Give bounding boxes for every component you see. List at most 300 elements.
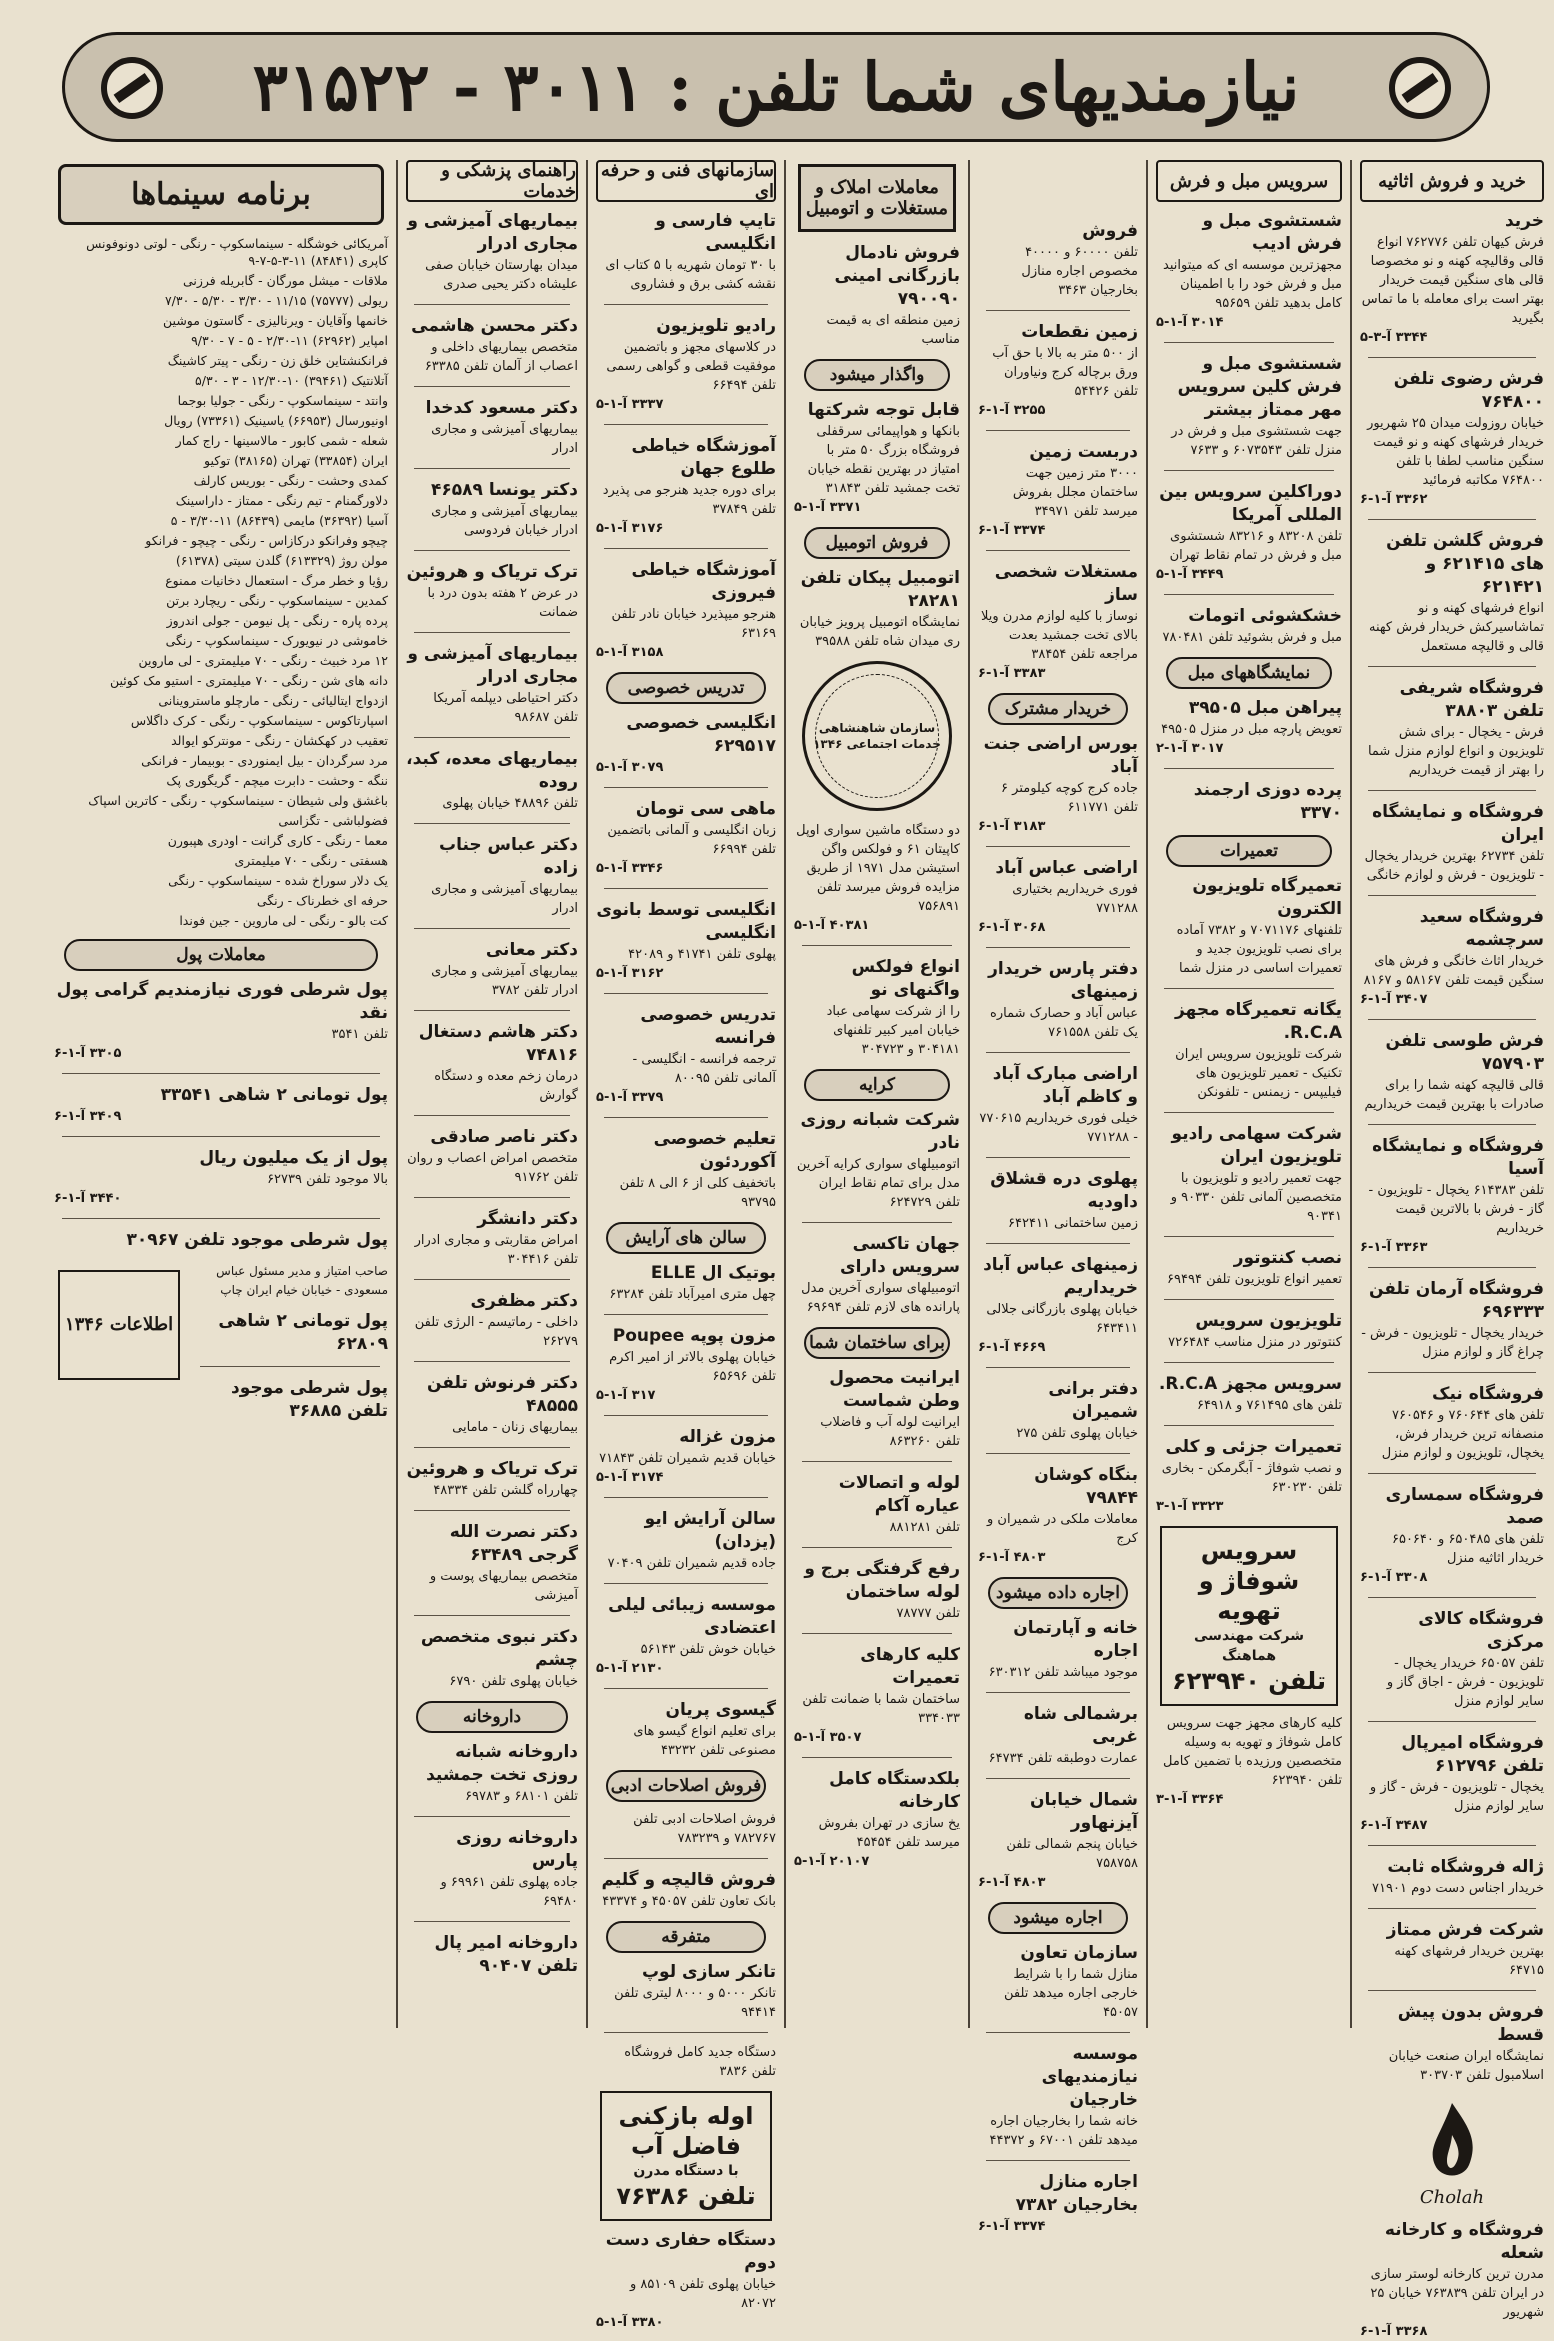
- column-furniture-trade: [1354, 160, 1550, 2339]
- ad-title: دکتر یونسا ۴۶۵۸۹: [431, 480, 578, 500]
- ad-code: ۳۴۸۷ آ-۱-۶: [1360, 1818, 1428, 1833]
- ad-title: ایرانیت محصول وطن شماست: [829, 1368, 960, 1411]
- ad-divider: [604, 1583, 768, 1584]
- ad-body: پهلوی تلفن ۴۱۷۴۱ و ۴۲۰۸۹: [628, 947, 776, 962]
- ad-title: بیماریهای معده، کبد، روده: [406, 749, 578, 792]
- ad-code: ۳۳۰۸ آ-۱-۶: [1360, 1570, 1428, 1585]
- ad-code: ۳۳۴۴ آ-۳-۵: [1360, 330, 1428, 345]
- ad-code: ۳۳۷۴ آ-۱-۶: [978, 2219, 1046, 2234]
- column-medical-guide: [400, 160, 584, 2028]
- ad-code: ۳۳۳۷ آ-۱-۵: [596, 397, 664, 412]
- classified-ad: [978, 2171, 1138, 2236]
- ad-title: فرش رضوی تلفن ۷۶۴۸۰۰: [1393, 369, 1544, 412]
- classified-ad: [596, 2229, 776, 2332]
- ad-title: خانه و آپارتمان اجاره: [1013, 1618, 1138, 1661]
- ad-title: پول شرطی موجود تلفن ۳۶۸۸۵: [231, 1378, 388, 1421]
- ad-body: امراض مقاربتی و مجاری ادرار تلفن ۳۰۴۴۱۶: [414, 1233, 578, 1267]
- ad-title: دکتر دانشگر: [477, 1209, 578, 1229]
- ad-divider: [414, 823, 570, 824]
- ad-title: ژاله فروشگاه ثابت: [1387, 1857, 1544, 1877]
- ad-title: تانکر سازی لوپ: [641, 1962, 776, 1982]
- ad-list: [978, 220, 1138, 683]
- ad-divider: [1368, 895, 1536, 896]
- ad-list: [794, 1109, 960, 1317]
- classified-ad: [1360, 2001, 1544, 2085]
- ad-divider: [1368, 1372, 1536, 1373]
- classified-ad: [596, 1325, 776, 1405]
- ad-code: ۳۱۷۴ آ-۱-۵: [596, 1470, 664, 1485]
- classified-ad: [596, 210, 776, 294]
- ad-divider: [604, 1415, 768, 1416]
- ad-title: ترک تریاک و هروئین: [406, 562, 578, 582]
- cinema-listing: اسپارتاکوس - سینماسکوپ - رنگی - کرک داگلاس: [130, 713, 388, 728]
- ad-body: باتخفیف کلی از ۶ الی ۸ تلفن ۹۳۷۹۵: [619, 1176, 776, 1210]
- ad-body: بالا موجود تلفن ۶۲۷۳۹: [267, 1172, 388, 1187]
- ad-body: دستگاه جدید کامل فروشگاه تلفن ۳۸۳۶: [624, 2045, 776, 2079]
- ad-body: خانه شما را بخارجیان اجاره میدهد تلفن ۶۷۰۰۱ و ۴۴۳۷۲: [989, 2114, 1138, 2148]
- section-header: فروش اتومبیل: [804, 527, 950, 559]
- ad-title: فروش گلشن تلفن های ۶۲۱۴۱۵ و ۶۲۱۴۲۱: [1386, 531, 1544, 597]
- classified-ad: [596, 559, 776, 662]
- ad-title: فروشگاه سمساری صمد: [1385, 1485, 1544, 1528]
- ad-code: ۳۴۰۹ آ-۱-۶: [54, 1109, 122, 1124]
- classified-ad: [978, 1617, 1138, 1682]
- classified-ad: [794, 567, 960, 651]
- ad-divider: [604, 1314, 768, 1315]
- ad-title: دکتر محسن هاشمی: [411, 316, 578, 336]
- classified-ad: [794, 1472, 960, 1537]
- ad-divider: [802, 1461, 952, 1462]
- ad-divider: [200, 1366, 380, 1367]
- ad-code: ۳۳۸۰ آ-۱-۵: [596, 2315, 664, 2330]
- classified-ad: [794, 1109, 960, 1212]
- ad-body: متخصص بیماریهای پوست و آمیزشی: [429, 1569, 578, 1603]
- ad-list: [406, 1741, 578, 1978]
- ad-body: فرش کیهان تلفن ۷۶۲۷۷۶ انواع قالی وقالیچه کهنه و نو مخصوصا قالی های سنگین قیمت خریدار بهتر است برای معامله با ما تماس بگیرید: [1361, 235, 1544, 326]
- ad-divider: [1368, 1721, 1536, 1722]
- classified-ad: [54, 1084, 388, 1126]
- ad-divider: [414, 1279, 570, 1280]
- ad-body: مبل و فرش بشوئید تلفن ۷۸۰۴۸۱: [1162, 630, 1342, 645]
- ad-list: [1156, 697, 1342, 825]
- ad-divider: [414, 1510, 570, 1511]
- cinema-listing: وانتد - سینماسکوپ - رنگی - جولیا بوجما: [177, 393, 388, 408]
- ad-divider: [986, 1367, 1130, 1368]
- ad-title: مزون پوپه Poupee: [612, 1326, 776, 1346]
- ad-title: انگلیسی توسط بانوی انگلیسی: [596, 900, 776, 943]
- ad-body: خریدار اجناس دست دوم ۷۱۹۰۱: [1372, 1881, 1544, 1896]
- classified-ad: [1360, 906, 1544, 1009]
- cinema-listing: ریولی (۷۵۷۷۷) ۱۱/۱۵ - ۳/۳۰ - ۵/۳۰ - ۷/۳۰: [164, 293, 388, 308]
- ad-body: کنتوتور در منزل مناسب ۷۲۶۴۸۴: [1168, 1335, 1342, 1350]
- classified-ad: [406, 1290, 578, 1351]
- ad-code: ۳۵۰۷ آ-۱-۵: [794, 1730, 862, 1745]
- ad-divider: [604, 1117, 768, 1118]
- ad-divider: [986, 550, 1130, 551]
- ad-body: تلفن ۶۰۰۰۰ و ۴۰۰۰۰ مخصوص اجاره منازل بخارجیان ۳۴۶۳: [1021, 245, 1138, 298]
- ad-divider: [1368, 1019, 1536, 1020]
- ad-body: چهل متری امیرآباد تلفن ۶۳۲۸۴: [609, 1287, 776, 1302]
- ad-divider: [986, 1778, 1130, 1779]
- ad-body: تلفن ۴۸۸۹۶ خیابان پهلوی: [442, 796, 578, 811]
- ad-title: فروش نادمال بازرگانی امینی ۷۹۰۰۹۰: [834, 243, 960, 309]
- classified-ad: [1360, 1732, 1544, 1835]
- ad-divider: [604, 787, 768, 788]
- ad-code: ۳۱۸۳ آ-۱-۶: [978, 819, 1046, 834]
- ad-body: جاده کرج کوچه کیلومتر ۶ تلفن ۶۱۱۷۷۱: [1001, 781, 1138, 815]
- ad-divider: [414, 304, 570, 305]
- ad-code: ۳۳۶۴ آ-۱-۳: [1156, 1792, 1224, 1807]
- ad-body: تعویض پارچه مبل در منزل ۴۹۵۰۵: [1161, 722, 1342, 737]
- ad-body: جهت تعمیر رادیو و تلویزیون با متخصصین آلمانی تلفن ۹۰۳۳۰ و ۹۰۳۴۱: [1170, 1171, 1342, 1224]
- ad-body: درمان زخم معده و دستگاه گوارش: [434, 1069, 578, 1103]
- ad-code: ۳۴۴۹ آ-۱-۵: [1156, 567, 1224, 582]
- ad-body: بانک تعاون تلفن ۴۵۰۵۷ و ۴۳۳۷۴: [602, 1894, 776, 1909]
- ad-code: ۳۳۴۶ آ-۱-۵: [596, 861, 664, 876]
- bottom-ad: [1360, 2219, 1544, 2341]
- ad-title: شرکت سهامی رادیو تلویزیون ایران: [1171, 1124, 1342, 1167]
- classified-ad: [1360, 801, 1544, 885]
- ad-divider: [604, 548, 768, 549]
- ad-body: کلیه کارهای مجهز جهت سرویس کامل شوفاژ و تهویه به وسیله متخصصین ورزیده با تضمین کامل تلفن ۶۲۳۹۴۰: [1162, 1716, 1342, 1788]
- ad-title: شستشوی مبل و فرش ادیب: [1202, 211, 1342, 254]
- ad-divider: [414, 1816, 570, 1817]
- boxed-sub: با دستگاه مدرن: [633, 2163, 739, 2179]
- column-header: سازمانهای فنی و حرفه ای: [596, 160, 776, 202]
- classified-ad: [1360, 1030, 1544, 1114]
- ad-divider: [986, 310, 1130, 311]
- classified-ad: [1360, 1608, 1544, 1711]
- classified-ad: [794, 956, 960, 1059]
- ad-list: [978, 733, 1138, 1567]
- ad-title: پول شرطی موجود تلفن ۳۰۹۶۷: [126, 1230, 388, 1250]
- ad-title: قابل توجه شرکتها: [807, 400, 960, 420]
- classified-ad: [54, 1147, 388, 1208]
- boxed-title: سرویس شوفاژ و تهویه: [1198, 1537, 1300, 1625]
- ad-body: تلفن ۸۳۲۰۸ و ۸۳۲۱۶ شستشوی مبل و فرش در تمام نقاط تهران: [1169, 529, 1342, 563]
- ad-body: با ۳۰ تومان شهریه با ۵ کتاب ای نقشه کشی برق و فشاروی: [605, 258, 776, 292]
- classified-ad: [1360, 677, 1544, 780]
- cinema-header: برنامه سینماها: [58, 164, 384, 225]
- cinema-listing: معما - رنگی - کاری گرانت - اودری هپبورن: [167, 833, 388, 848]
- classified-ad: [406, 397, 578, 458]
- ad-code: ۴۶۶۹ آ-۱-۶: [978, 1340, 1046, 1355]
- ad-divider: [414, 632, 570, 633]
- ad-body: عباس آباد و حصارک شماره یک تلفن ۷۶۱۵۵۸: [990, 1006, 1138, 1040]
- classified-ad: [1360, 1484, 1544, 1587]
- ad-title: لوله و اتصالات عیاره آکام: [838, 1473, 960, 1516]
- classified-ad: [406, 1458, 578, 1500]
- cinema-listing: آمریکائی خوشگله - سینماسکوپ - رنگی - لوتی دونوفونس کاپری (۸۴۸۴۱) ۱۱-۳-۵-۷-۹: [86, 236, 388, 268]
- cinema-listing: ایران (۳۳۸۵۴) تهران (۳۸۱۶۵) توکیو: [204, 453, 388, 468]
- classified-ad: [596, 435, 776, 538]
- classified-ad: [406, 1932, 578, 1978]
- classified-ad: [1360, 530, 1544, 656]
- ad-body: بانکها و هواپیمائی سرقفلی فروشگاه بزرگ ۵۰ متر با امتیاز در بهترین نقطه خیابان تخت جمشید تلفن ۳۱۸۴۳: [807, 424, 960, 496]
- classified-ad: [596, 315, 776, 414]
- ad-body: خیلی فوری خریداریم ۷۷۰۶۱۵ - ۷۷۱۲۸۸: [979, 1111, 1138, 1145]
- classified-ad: [794, 1367, 960, 1451]
- ad-body: و نصب شوفاژ - آبگرمکن - بخاری تلفن ۶۳۰۲۳۰: [1161, 1461, 1342, 1495]
- emblem-text: سازمان شاهنشاهی خدمات اجتماعی ۱۳۴۶: [813, 721, 941, 751]
- ad-list: [794, 567, 960, 651]
- ad-list: [978, 1942, 1138, 2236]
- ad-title: تلویزیون سرویس: [1195, 1311, 1342, 1331]
- ad-title: بنگاه کوشان ۷۹۸۴۴: [1034, 1465, 1138, 1508]
- ad-divider: [1164, 1112, 1334, 1113]
- ad-title: زمین نقطعات: [1021, 322, 1138, 342]
- classified-ad: [978, 220, 1138, 300]
- ad-title: بوتیک ال ELLE: [650, 1263, 776, 1283]
- classified-ad: [596, 798, 776, 878]
- cinema-listing: تعقیب در کهکشان - رنگی - مونترکو ایوالد: [171, 733, 388, 748]
- classified-ad: [794, 1233, 960, 1317]
- ad-title: دوراکلین سرویس بین المللی آمریکا: [1159, 482, 1342, 525]
- ad-list: [1360, 210, 1544, 2085]
- ad-divider: [802, 1757, 952, 1758]
- ad-title: اراضی مبارک آباد و کاظم آباد: [992, 1064, 1138, 1107]
- ad-divider: [802, 1222, 952, 1223]
- ad-code: ۳۳۲۳ آ-۱-۳: [1156, 1499, 1224, 1514]
- ad-divider: [604, 1858, 768, 1859]
- ad-title: فروشگاه سعید سرچشمه: [1419, 907, 1544, 950]
- ad-title: پیراهن مبل ۳۹۵۰۵: [1188, 698, 1342, 718]
- ad-body: خیابان پهلوی بازرگانی جلالی ۶۴۳۴۱۱: [986, 1302, 1138, 1336]
- ad-divider: [414, 1615, 570, 1616]
- ad-body: ایرانیت لوله آب و فاضلاب تلفن ۸۶۳۲۶۰: [820, 1415, 960, 1449]
- ad-body: خیابان پهلوی تلفن ۸۵۱۰۹ و ۸۲۰۷۲: [630, 2277, 776, 2311]
- ad-title: اتومبیل پیکان تلفن ۲۸۲۸۱: [800, 568, 960, 611]
- ad-title: فروشگاه و نمایشگاه ایران: [1372, 802, 1544, 845]
- ad-divider: [1164, 342, 1334, 343]
- ad-title: شرکت فرش ممتاز: [1386, 1920, 1544, 1940]
- ad-title: بیماریهای آمیزشی و مجاری ادرار: [407, 644, 578, 687]
- ad-title: کلیه کارهای تعمیرات: [860, 1645, 960, 1688]
- ad-divider: [1368, 1908, 1536, 1909]
- ad-body: داخلی - رماتیسم - الرژی تلفن ۲۶۲۷۹: [414, 1315, 578, 1349]
- ad-code: ۳۴۴۰ آ-۱-۶: [54, 1191, 122, 1206]
- classified-ad: [596, 1262, 776, 1304]
- ad-body: یخ سازی در تهران بفروش میرسد تلفن ۴۵۴۵۴: [818, 1816, 960, 1850]
- classified-ad: [794, 821, 960, 935]
- cinema-listing: حرفه ای خطرناک - رنگی: [256, 893, 388, 908]
- classified-ad: [1360, 210, 1544, 347]
- classified-ad: [1156, 481, 1342, 584]
- classified-ad: [978, 1168, 1138, 1233]
- ad-body: تلفن ۶۱۴۳۸۳ یخچال - تلویزیون - گاز - فرش با بالاترین قیمت خریداریم: [1368, 1183, 1544, 1236]
- classified-ad: [978, 561, 1138, 683]
- section-header: اجاره میشود: [988, 1902, 1128, 1934]
- classified-ad: [1360, 1919, 1544, 1980]
- classified-ad: [596, 1508, 776, 1573]
- ad-divider: [1368, 1473, 1536, 1474]
- ad-body: را از شرکت سهامی عباد خیابان امیر کبیر تلفنهای ۳۰۴۱۸۱ و ۳۰۴۷۲۳: [826, 1004, 960, 1057]
- classified-ad: [596, 1961, 776, 2022]
- classified-ad: [1156, 999, 1342, 1102]
- ad-body: فرش - یخچال - برای شش تلویزیون و انواع لوازم منزل شما را بهتر از قیمت خریداریم: [1367, 725, 1544, 778]
- ad-divider: [986, 430, 1130, 431]
- cinema-listing: مرد سرگردان - بیل ایمنوردی - بوبیمار - فرانکی: [141, 753, 388, 768]
- publisher-info: [192, 1262, 388, 1300]
- ad-title: دکتر مسعود کدخدا: [425, 398, 578, 418]
- section-header: واگذار میشود: [804, 359, 950, 391]
- ad-divider: [1164, 1425, 1334, 1426]
- ad-code: ۳۳۷۹ آ-۱-۵: [596, 1090, 664, 1105]
- ad-title: پرده دوزی ارجمند ۳۳۷۰: [1193, 780, 1342, 823]
- ad-body: در عرض ۲ هفته بدون درد با ضمانت: [427, 586, 578, 620]
- ad-body: خیابان پهلوی تلفن ۶۷۹۰: [449, 1674, 578, 1689]
- classified-ad: [596, 1869, 776, 1911]
- column-real-estate-auto: [788, 160, 966, 2028]
- ad-code: ۳۳۰۵ آ-۱-۶: [54, 1046, 122, 1061]
- ad-body: نمایشگاه ایران صنعت خیابان اسلامبول تلفن ۳۰۳۷۰۳: [1388, 2049, 1544, 2083]
- classified-ad: [978, 441, 1138, 540]
- ad-body: معاملات ملکی در شمیران و کرج: [987, 1512, 1138, 1546]
- classified-ad: [406, 1626, 578, 1691]
- ad-body: تلفنهای ۷۰۷۱۱۷۶ و ۷۳۸۲ آماده برای نصب تلویزیون جدید و تعمیرات اساسی در منزل شما: [1176, 923, 1342, 976]
- ad-body: زمین ساختمانی ۶۴۲۴۱۱: [1008, 1216, 1138, 1231]
- cinema-listing: باغشق ولی شیطان - سینماسکوپ - رنگی - کاترین اسپاک: [88, 793, 388, 808]
- ad-list: [406, 210, 578, 1691]
- classified-ad: [406, 1827, 578, 1911]
- ad-title: دکتر معانی: [485, 940, 578, 960]
- ad-body: خیابان روزولت میدان ۲۵ شهریور خریدار فرشهای کهنه و نو قیمت سنگین مناسب لطفا با تلفن ۷۶۴۸۰۰ مکاتبه فرمائید: [1367, 416, 1544, 488]
- ad-body: مدرن ترین کارخانه لوستر سازی در ایران تلفن ۷۶۳۸۳۹ خیابان ۲۵ شهریور: [1370, 2267, 1544, 2320]
- ad-divider: [1164, 594, 1334, 595]
- ad-divider: [604, 1497, 768, 1498]
- cinema-listing: خانمها وآقایان - ویرنالیزی - گاستون موشین: [163, 313, 388, 328]
- cinema-listing: رؤیا و خطر مرگ - استعمال دخانیات ممنوع: [165, 573, 388, 588]
- ad-divider: [414, 1921, 570, 1922]
- ad-title: خشکشوئی اتومات: [1188, 606, 1342, 626]
- ad-divider: [62, 1136, 380, 1137]
- ad-divider: [986, 1692, 1130, 1693]
- ad-code: ۳۳۷۴ آ-۱-۶: [978, 523, 1046, 538]
- ad-body: نوساز با کلیه لوازم مدرن ویلا بالای تخت جمشید بعدت مراجعه تلفن ۳۸۴۵۴: [981, 609, 1138, 662]
- ad-title: فروشگاه آرمان تلفن ۶۹۶۳۳۳: [1368, 1279, 1544, 1322]
- ad-title: بیماریهای آمیزشی و مجاری ادرار: [407, 211, 578, 254]
- section-header: خریدار مشترک: [988, 693, 1128, 725]
- ad-body: تلفن ۶۵۰۵۷ خریدار یخچال - تلویزیون - فرش - اجاق گاز و سایر لوازم منزل: [1386, 1656, 1544, 1709]
- ad-body: مجهزترین موسسه ای که میتوانید مبل و فرش خود را با اطمینان کامل بدهید تلفن ۹۵۶۵۹: [1163, 258, 1342, 311]
- ad-title: نصب کنتوتور: [1233, 1248, 1342, 1268]
- ad-title: پول از یک میلیون ریال: [199, 1148, 388, 1168]
- ad-code: ۳۱۶۲ آ-۱-۵: [596, 966, 664, 981]
- section-header: اجاره داده میشود: [988, 1577, 1128, 1609]
- ad-title: فروش بدون پیش قسط: [1397, 2002, 1544, 2045]
- classified-ad: [794, 1768, 960, 1871]
- classified-ad: [406, 561, 578, 622]
- ad-divider: [1368, 1124, 1536, 1125]
- cinema-listing: دلاورگمنام - تیم رنگی - ممتاز - داراسینک: [175, 493, 388, 508]
- ad-title: یگانه تعمیرگاه مجهز R.C.A.: [1175, 1000, 1342, 1043]
- ad-title: رادیو تلویزیون: [656, 316, 776, 336]
- ad-title: سالن آرایش ایو (یزدان): [644, 1509, 776, 1552]
- cinema-listing: اونیورسال (۶۶۹۵۳) یاسینیک (۷۳۳۶۱) رویال: [164, 413, 388, 428]
- column-furniture-services: [1150, 160, 1348, 2028]
- ad-title: موسسه زیبائی لیلی اعتضادی: [608, 1595, 776, 1638]
- ad-body: خیابان پهلوی بالاتر از امیر اکرم تلفن ۶۵۶۹۶: [609, 1350, 776, 1384]
- ad-title: شمال خیابان آیزنهاور: [1029, 1790, 1138, 1833]
- ad-title: تعمیرگاه تلویزیون الکترون: [1192, 876, 1342, 919]
- ad-code: ۲۱۳۰ آ-۱-۵: [596, 1661, 664, 1676]
- ad-title: انگلیسی خصوصی ۶۲۹۵۱۷: [626, 713, 776, 756]
- ad-divider: [986, 846, 1130, 847]
- ad-list: [1156, 875, 1342, 1516]
- classified-ad: [1360, 368, 1544, 509]
- ad-body: از ۵۰۰ متر به بالا با حق آب ورق برچاله کرج ونیاوران تلفن ۵۴۴۲۶: [992, 346, 1138, 399]
- classified-ad: [596, 899, 776, 983]
- ad-code: ۳۳۶۳ آ-۱-۶: [1360, 1240, 1428, 1255]
- boxed-phone: تلفن ۷۶۳۸۶: [616, 2182, 756, 2210]
- ad-title: دفتر برانی شمیران: [1048, 1379, 1138, 1422]
- heating-service-ad: [1160, 1526, 1338, 1706]
- ad-body: برای تعلیم انواع گیسو های مصنوعی تلفن ۴۳۲۳۲: [633, 1724, 776, 1758]
- cinema-listing: دانه های شن - رنگی - ۷۰ میلیمتری - استیو مک کوئین: [110, 673, 388, 688]
- ad-body: دکتر احتیاطی دیپلمه آمریکا تلفن ۹۸۶۸۷: [433, 691, 578, 725]
- ad-divider: [1164, 1236, 1334, 1237]
- ad-title: فروشگاه و کارخانه شعله: [1384, 2220, 1544, 2263]
- section-header: برای ساختمان شما: [804, 1327, 950, 1359]
- ad-code: ۳۰۷۹ آ-۱-۵: [596, 760, 664, 775]
- ad-body: خیابان خوش تلفن ۵۶۱۴۳: [640, 1642, 776, 1657]
- ad-title: پهلوی دره قشلاق داودیه: [990, 1169, 1138, 1212]
- ad-body: تلفن های ۶۵۰۴۸۵ و ۶۵۰۶۴۰ خریدار اثاثیه منزل: [1391, 1532, 1544, 1566]
- ad-code: ۴۰۳۸۱ آ-۱-۵: [794, 918, 870, 933]
- ad-title: دربست زمین: [1029, 442, 1138, 462]
- ad-body: زبان انگلیسی و آلمانی باتضمین تلفن ۶۶۹۹۴: [607, 823, 776, 857]
- ad-body: نمایشگاه اتومبیل پرویز خیابان ری میدان شاه تلفن ۳۹۵۸۸: [799, 615, 960, 649]
- boxed-sub: شرکت مهندسی هماهنگ: [1194, 1628, 1304, 1664]
- ad-list: [794, 1367, 960, 1871]
- ad-body: متخصص بیماریهای داخلی و اعصاب از آلمان تلفن ۶۳۳۸۵: [424, 340, 578, 374]
- classified-ad: [406, 479, 578, 540]
- cinema-listing: شعله - شمی کابور - مالاسینها - راج کمار: [175, 433, 388, 448]
- section-header: تدریس خصوصی: [606, 672, 766, 704]
- section-header: کرایه: [804, 1069, 950, 1101]
- classified-ad: [978, 1254, 1138, 1357]
- ad-title: جهان تاکسی سرویس دارای: [840, 1234, 960, 1277]
- ad-divider: [414, 1010, 570, 1011]
- classified-ad: [1360, 1278, 1544, 1362]
- ettelaat-logo: [58, 1270, 180, 1380]
- section-header: فروش اصلاحات ادبی: [606, 1770, 766, 1802]
- ad-divider: [414, 468, 570, 469]
- ad-title: سرویس مجهز R.C.A.: [1158, 1374, 1342, 1394]
- classified-ad: [406, 210, 578, 294]
- ad-title: بلکدستگاه کامل کارخانه: [829, 1769, 960, 1812]
- column-cinema-program: [48, 160, 394, 2028]
- ad-divider: [1368, 519, 1536, 520]
- ad-divider: [604, 1688, 768, 1689]
- column-header: خرید و فروش اثاثیه: [1360, 160, 1544, 202]
- ad-body: تلفن ۸۸۱۲۸۱: [889, 1520, 960, 1535]
- ad-body: ساختمان شما با ضمانت تلفن ۳۳۴۰۳۳: [802, 1692, 960, 1726]
- ad-list: [192, 1310, 388, 1423]
- classified-ad: [1156, 353, 1342, 460]
- ad-title: دکتر هاشم دستغال ۷۴۸۱۶: [418, 1022, 578, 1065]
- ad-title: داروخانه شبانه روزی تخت جمشید: [426, 1742, 578, 1785]
- ad-title: تدریس خصوصی فرانسه: [640, 1005, 776, 1048]
- classified-ad: [1156, 1436, 1342, 1516]
- ad-title: فروش: [1082, 221, 1138, 241]
- ad-body: دو دستگاه ماشین سواری اوپل کاپیتان ۶۱ و فولکس واگن استیشن مدل ۱۹۷۱ از طریق مزایده فروش میرسد تلفن ۷۵۶۸۹۱: [796, 823, 960, 914]
- classified-ad: [978, 1378, 1138, 1443]
- classified-ad: [1156, 605, 1342, 647]
- section-title: معاملات املاک و مستغلات و اتومبیل: [798, 164, 956, 232]
- ad-title: سازمان تعاون: [1020, 1943, 1138, 1963]
- ad-list: [596, 712, 776, 1212]
